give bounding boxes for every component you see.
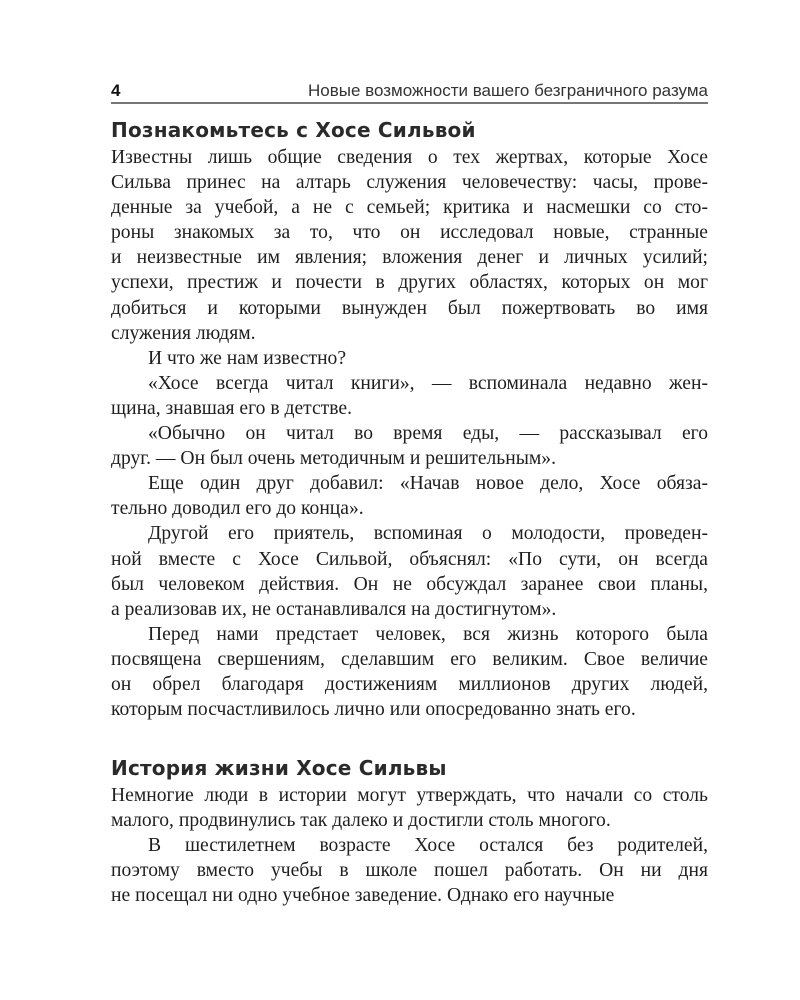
paragraph — [111, 421, 708, 471]
text-line: успехи, престиж и почести в других областях, которых он мог — [111, 272, 708, 294]
text-line: Перед нами предстает человек, вся жизнь которого была — [148, 623, 708, 645]
section-life-story — [111, 753, 708, 908]
text-line: «Обычно он читал во время еды, — рассказывал его — [148, 423, 708, 445]
paragraph — [111, 346, 708, 371]
text-line: а реализовав их, не останавливался на достигнутом». — [111, 598, 557, 620]
text-line: В шестилетнем возрасте Хосе остался без родителей, — [148, 835, 708, 857]
paragraph — [111, 371, 708, 421]
text-line: которым посчастливилось лично или опосредованно знать его. — [111, 699, 636, 721]
text-line: друг. — Он был очень методичным и решительным». — [111, 448, 556, 470]
section-body — [111, 145, 708, 722]
section-heading: История жизни Хосе Сильвы — [111, 756, 447, 780]
text-line: И что же нам известно? — [148, 347, 347, 369]
text-line: он обрел благодаря достижениям миллионов других людей, — [111, 673, 708, 695]
text-line: роны знакомых за то, что он исследовал новые, странные — [111, 222, 708, 244]
text-line: служения людям. — [111, 322, 256, 344]
paragraph — [111, 145, 708, 346]
text-line: денные за учебой, а не с семьей; критика и насмешки со сто- — [111, 197, 708, 219]
paragraph — [111, 833, 708, 908]
section-heading: Познакомьтесь с Хосе Сильвой — [111, 118, 476, 142]
text-line: щина, знавшая его в детстве. — [111, 397, 352, 419]
running-head — [111, 80, 708, 104]
text-line: тельно доводил его до конца». — [111, 498, 364, 520]
text-line: добиться и которыми вынужден был пожертвовать во имя — [111, 297, 708, 319]
text-line: был человеком действия. Он не обсуждал заранее свои планы, — [111, 573, 708, 595]
text-line: Сильва принес на алтарь служения человечеству: часы, прове- — [111, 172, 708, 194]
text-line: «Хосе всегда читал книги», — вспоминала недавно жен- — [148, 372, 708, 394]
text-line: Известны лишь общие сведения о тех жертвах, которые Хосе — [111, 147, 708, 168]
text-line: не посещал ни одно учебное заведение. Однако его научные — [111, 885, 615, 907]
text-line: Еще один друг добавил: «Начав новое дело, Хосе обяза- — [148, 473, 708, 495]
text-line: ной вместе с Хосе Сильвой, объяснял: «По сути, он всегда — [111, 548, 708, 570]
text-line: малого, продвинулись так далеко и достигли столь многого. — [111, 810, 611, 832]
section-body — [111, 783, 708, 908]
text-line: поэтому вместо учебы в школе пошел работать. Он ни дня — [111, 860, 708, 882]
section-meet-jose-silva — [111, 115, 708, 722]
text-line: Другой его приятель, вспоминая о молодости, проведен- — [148, 523, 708, 545]
text-line: Немногие люди в истории могут утверждать, что начали со столь — [111, 785, 708, 806]
text-line: посвящена свершениям, сделавшим его великим. Свое величие — [111, 648, 708, 670]
page-number: 4 — [111, 81, 121, 100]
paragraph — [111, 622, 708, 722]
paragraph — [111, 471, 708, 521]
paragraph — [111, 783, 708, 833]
text-line: и неизвестные им явления; вложения денег и личных усилий; — [111, 247, 708, 269]
book-title: Новые возможности вашего безграничного разума — [307, 81, 708, 100]
paragraph — [111, 521, 708, 621]
